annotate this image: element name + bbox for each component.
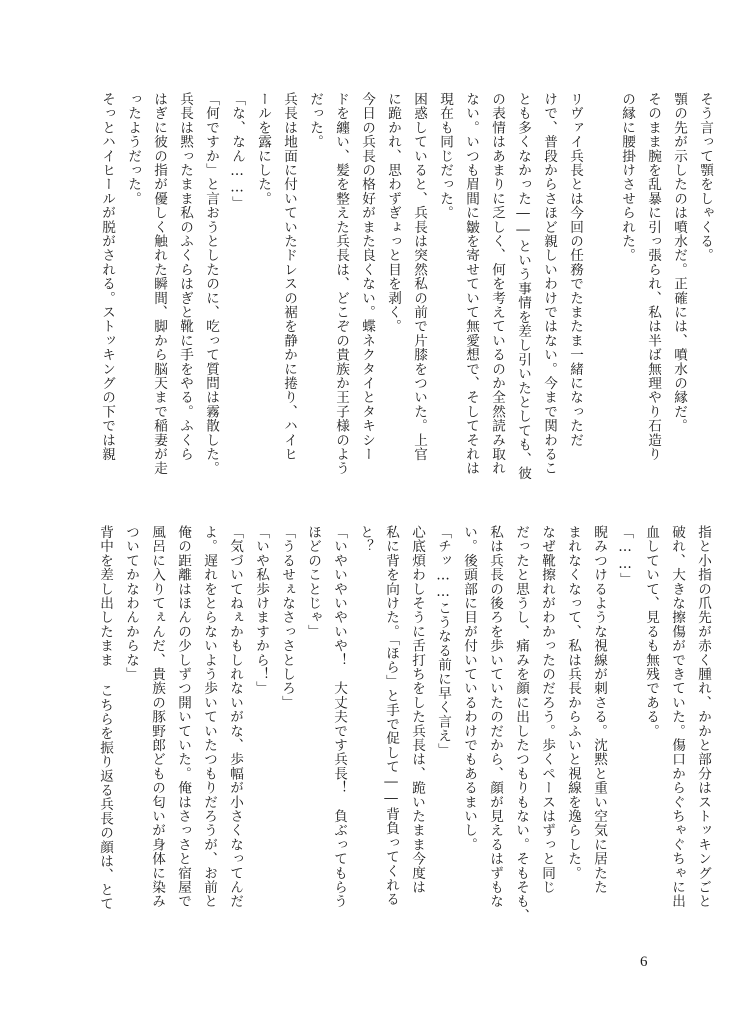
text-line: に跪かれ、思わずぎょっと目を剥く。	[385, 92, 401, 334]
text-line: 今日の兵長の格好がまた良くない。蝶ネクタイとタキシー	[359, 92, 375, 462]
text-line: 現在も同じだった。	[437, 92, 453, 220]
text-line: 「うるせぇなさっさとしろ」	[279, 525, 295, 710]
text-line: だったと思うし、痛みを顔に出したつもりもない。そもそも、	[513, 525, 529, 923]
text-block-top	[94, 92, 718, 492]
text-line: はぎに彼の指が優しく触れた瞬間、脚から脳天まで稲妻が走	[151, 92, 167, 476]
text-line: リヴァイ兵長とは今回の任務でたまたま一緒になっただ	[567, 92, 583, 447]
text-block-bottom	[92, 525, 716, 945]
text-line: なぜ靴擦れがわかったのだろう。歩くペースはずっと同じ	[539, 525, 555, 895]
text-line: 背中を差し出したまま こちらを振り返る兵長の顔は、とて	[97, 525, 113, 911]
page-number: 6	[640, 954, 648, 970]
text-line: ールを露にした。	[255, 92, 271, 206]
text-line: の表情はあまりに乏しく、何を考えているのか全然読み取れ	[489, 92, 505, 476]
text-line: けで、普段からさほど親しいわけではない。今まで関わるこ	[541, 92, 557, 476]
text-line: 心底煩わしそうに舌打ちをした兵長は、跪いたまま今度は	[409, 525, 425, 895]
text-line: 「チッ……こうなる前に早く言え」	[435, 525, 451, 757]
text-line: そう言って顎をしゃくる。	[697, 92, 713, 263]
text-line: 風呂に入りてぇんだ、貴族の豚野郎どもの匂いが身体に染み	[149, 525, 165, 909]
text-line: だった。	[307, 92, 323, 149]
text-line: 私は兵長の後ろを歩いていたのだから、顔が見えるはずもな	[487, 525, 503, 909]
text-line: 「な、なん……」	[229, 92, 245, 211]
text-line: 私に背を向けた。「ほら」と手で促して――背負ってくれる	[383, 525, 399, 907]
text-line: 「気づいてねぇかもしれないがな、歩幅が小さくなってんだ	[227, 525, 243, 909]
text-line: 睨みつけるような視線が刺さる。沈黙と重い空気に居たた	[591, 525, 607, 895]
text-line: そのまま腕を乱暴に引っ張られ、私は半ば無理やり石造り	[645, 92, 661, 462]
text-line: 顎の先が示したのは噴水だ。正確には、噴水の縁だ。	[671, 92, 687, 433]
text-line: 兵長は黙ったまま私のふくらはぎと靴に手をやる。ふくら	[177, 92, 193, 462]
text-line: ったようだった。	[125, 92, 141, 206]
text-line: ドを纏い、髪を整えた兵長は、どこぞの貴族か王子様のよう	[333, 92, 349, 476]
text-line: 「いや私歩けますから！」	[253, 525, 269, 696]
text-line: ついてかなわんからな」	[123, 525, 139, 682]
text-line: 「いやいやいやいや！ 大丈夫です兵長！ 負ぶってもらう	[331, 525, 347, 909]
text-line	[588, 92, 614, 492]
text-line: 「何ですか」と言おうとしたのに、吃って質問は霧散した。	[203, 92, 219, 476]
text-line: い。後頭部に目が付いているわけでもあるまいし。	[461, 525, 477, 852]
text-line: 俺の距離はほんの少しずつ開いていた。俺はさっさと宿屋で	[175, 525, 191, 909]
text-line: そっとハイヒールが脱がされる。ストッキングの下では親	[99, 92, 115, 462]
text-line: 兵長は地面に付いていたドレスの裾を静かに捲り、ハイヒ	[281, 92, 297, 462]
text-line: ほどのことじゃ」	[305, 525, 321, 639]
text-line: とも多くなかった――という事情を差し引いたとしても、彼	[515, 92, 531, 481]
text-line: 指と小指の爪先が赤く腫れ、かかと部分はストッキングごと	[695, 525, 711, 909]
text-line: 破れ、大きな擦傷ができていた。傷口からぐちゃぐちゃに出	[669, 525, 685, 909]
text-line: ない。いつも眉間に皺を寄せていて無愛想で、そしてそれは	[463, 92, 479, 476]
text-line: と？	[357, 525, 373, 554]
text-line: 「……」	[617, 525, 633, 587]
text-line: よ。遅れをとらないよう歩いていたつもりだろうが、お前と	[201, 525, 217, 909]
text-line: 血していて、見るも無残である。	[643, 525, 659, 738]
text-line: 困惑していると、兵長は突然私の前で片膝をついた。上官	[411, 92, 427, 462]
text-line: まれなくなって、私は兵長からふいと視線を逸らした。	[565, 525, 581, 880]
text-line: の縁に腰掛けさせられた。	[619, 92, 635, 263]
